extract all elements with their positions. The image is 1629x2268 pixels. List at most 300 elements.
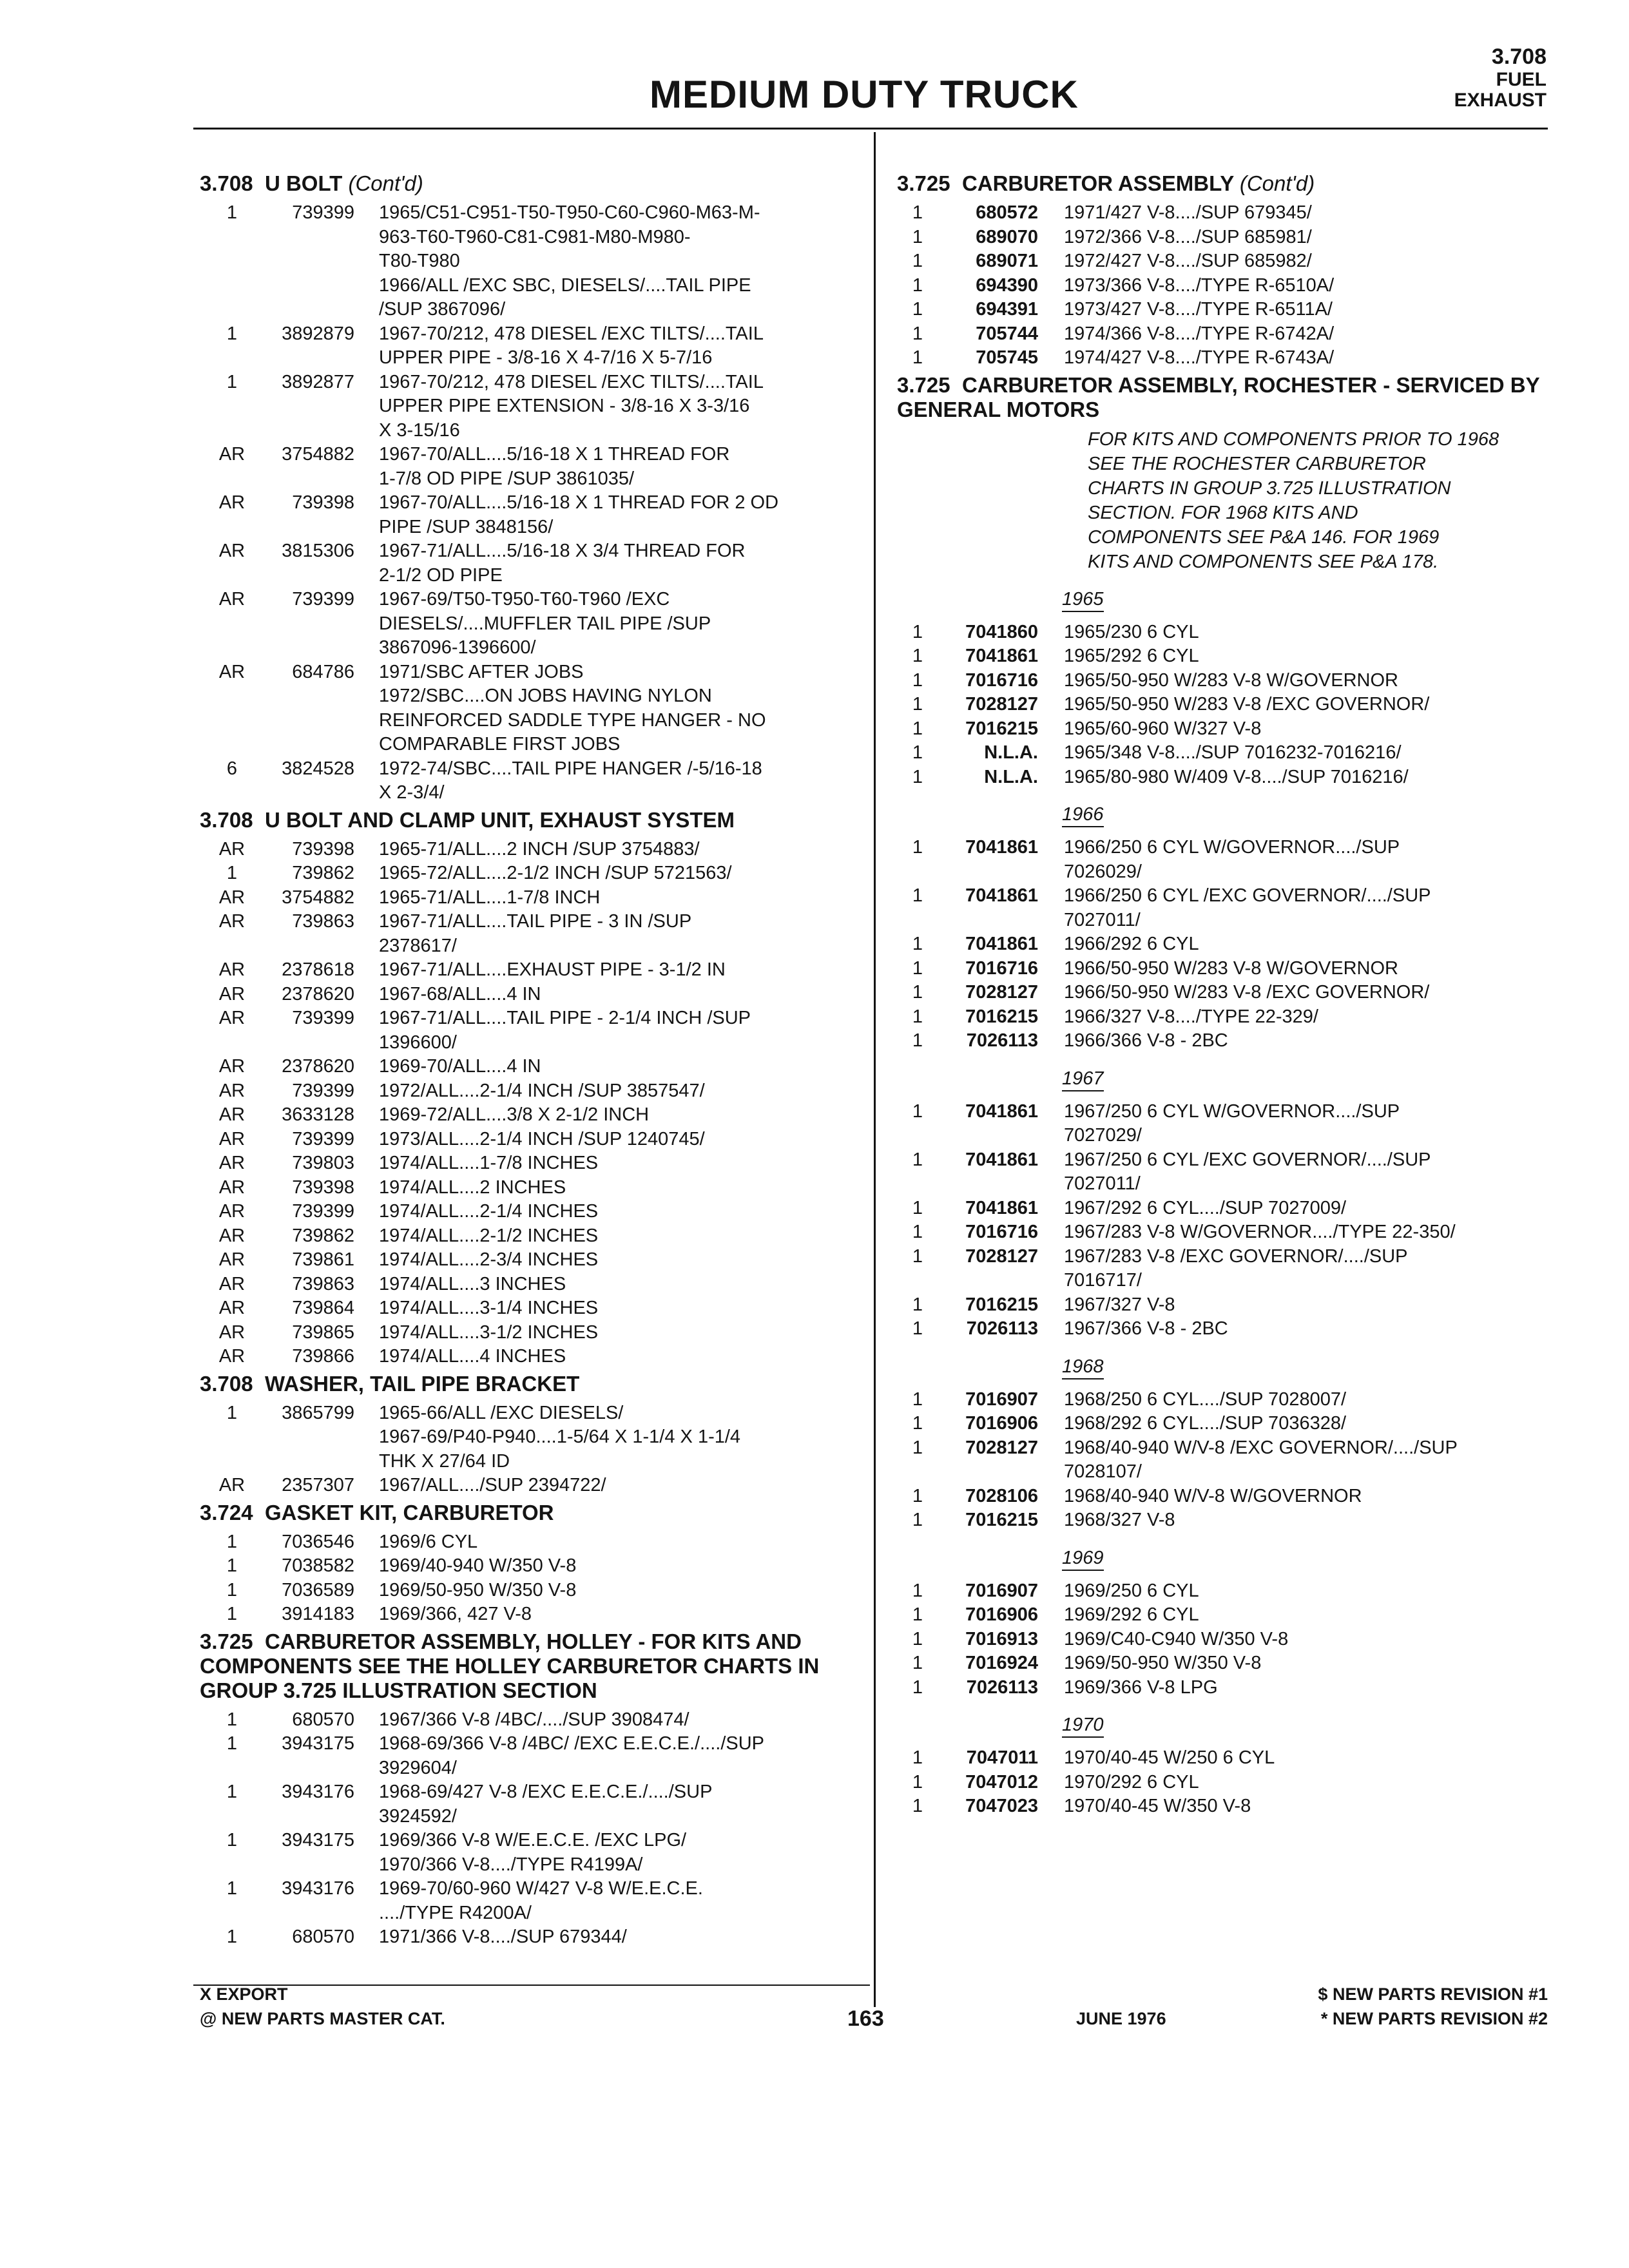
part-quantity: AR	[218, 1177, 246, 1198]
part-description: 1966/50-950 W/283 V-8 W/GOVERNOR	[1064, 957, 1398, 979]
part-description: 1973/ALL....2-1/4 INCH /SUP 1240745/	[379, 1128, 705, 1149]
part-number: 7041861	[965, 646, 1038, 666]
part-description: 1967-71/ALL....TAIL PIPE - 3 IN /SUP 2378617/	[379, 911, 692, 956]
part-quantity: AR	[218, 1104, 246, 1125]
part-quantity: 1	[912, 1318, 923, 1339]
part-quantity: 1	[226, 1878, 238, 1899]
section-code-block	[1454, 44, 1547, 111]
part-quantity: 1	[226, 1830, 238, 1850]
part-description: 1967/283 V-8 W/GOVERNOR..../TYPE 22-350/	[1064, 1222, 1456, 1242]
part-description: 1969/250 6 CYL	[1064, 1580, 1199, 1601]
part-description: 1965-71/ALL....2 INCH /SUP 3754883/	[379, 838, 700, 860]
part-row	[897, 1412, 1548, 1436]
part-number: 3943175	[282, 1830, 354, 1850]
part-row	[200, 757, 863, 805]
part-quantity: 1	[912, 1796, 923, 1816]
part-description: 1974/366 V-8..../TYPE R-6742A/	[1064, 323, 1335, 344]
part-row	[897, 1005, 1548, 1030]
footer-revision-1: $ NEW PARTS REVISION #1	[1318, 1984, 1548, 2004]
part-quantity: 1	[912, 766, 923, 787]
part-description: 1967-69/T50-T950-T60-T960 /EXC DIESELS/....MUFFLER TAIL PIPE /SUP 3867096-1396600/	[379, 589, 711, 658]
part-row	[200, 274, 863, 322]
section-title	[200, 1501, 863, 1525]
part-number: 739866	[292, 1346, 354, 1367]
part-quantity: 1	[912, 1245, 923, 1267]
part-quantity: 1	[912, 1100, 923, 1122]
part-description: 1970/40-45 W/350 V-8	[1064, 1796, 1251, 1816]
part-row	[897, 957, 1548, 981]
part-row	[200, 958, 863, 983]
part-number: 7041861	[965, 1197, 1038, 1218]
part-quantity: 1	[912, 885, 923, 906]
part-number: 705744	[976, 323, 1038, 344]
part-description: 1969/6 CYL	[379, 1531, 478, 1552]
part-row	[200, 1732, 863, 1780]
part-description: 1965/348 V-8..../SUP 7016232-7016216/	[1064, 742, 1402, 763]
part-number: 7041861	[965, 1149, 1038, 1170]
part-number: 7026113	[966, 1030, 1038, 1051]
part-row	[200, 443, 863, 491]
part-number: 739398	[292, 492, 354, 513]
part-quantity: 1	[912, 694, 923, 715]
part-quantity: 1	[226, 1402, 238, 1423]
part-number: 3824528	[282, 758, 354, 779]
part-number: 7041861	[965, 934, 1038, 954]
section-number: 3.725	[897, 372, 950, 397]
part-description: 1967-71/ALL....TAIL PIPE - 2-1/4 INCH /SUP 1396600/	[379, 1008, 751, 1053]
part-number: 7026113	[966, 1318, 1038, 1339]
part-row	[897, 1485, 1548, 1509]
column-divider	[874, 132, 876, 2007]
part-number: 7047012	[965, 1771, 1038, 1792]
part-row	[200, 660, 863, 685]
part-row	[200, 588, 863, 660]
part-number: 739863	[292, 1273, 354, 1294]
part-quantity: AR	[218, 1153, 246, 1173]
section-number: 3.708	[200, 171, 253, 195]
part-quantity: 1	[912, 251, 923, 271]
header-rule	[193, 128, 1548, 130]
part-number: 680570	[292, 1927, 354, 1947]
part-number: 3633128	[282, 1104, 354, 1125]
part-quantity: AR	[218, 444, 246, 465]
part-number: 7016913	[965, 1628, 1038, 1649]
part-description: 1967/250 6 CYL W/GOVERNOR..../SUP 7027029/	[1064, 1100, 1400, 1146]
part-quantity: 1	[912, 837, 923, 858]
part-number: 7016716	[965, 1222, 1038, 1242]
part-number: 3865799	[282, 1402, 354, 1423]
part-number: N.L.A.	[984, 766, 1038, 787]
part-row	[897, 717, 1548, 742]
part-quantity: 1	[912, 1222, 923, 1242]
part-quantity: AR	[218, 1273, 246, 1294]
footer-revision-2: * NEW PARTS REVISION #2	[1320, 2009, 1548, 2028]
section-number: 3.725	[200, 1629, 253, 1653]
section-title	[200, 1629, 863, 1703]
model-year: 1968	[1062, 1356, 1104, 1379]
part-description: 1966/250 6 CYL W/GOVERNOR..../SUP 7026029/	[1064, 837, 1400, 882]
part-description: 1967/292 6 CYL..../SUP 7027009/	[1064, 1197, 1347, 1218]
part-description: 1966/50-950 W/283 V-8 /EXC GOVERNOR/	[1064, 982, 1430, 1003]
right-column	[897, 169, 1548, 1819]
part-row	[200, 1401, 863, 1474]
part-quantity: 1	[226, 1604, 238, 1624]
part-row	[200, 886, 863, 910]
part-number: 7016716	[965, 957, 1038, 979]
part-row	[200, 370, 863, 443]
part-quantity: 1	[226, 1733, 238, 1754]
part-quantity: AR	[218, 983, 246, 1004]
part-row	[200, 1554, 863, 1579]
part-quantity: 1	[912, 1437, 923, 1458]
part-number: 3754882	[282, 444, 354, 465]
part-number: 7041860	[965, 621, 1038, 642]
part-quantity: AR	[218, 1249, 246, 1270]
part-description: 1974/ALL....3-1/4 INCHES	[379, 1298, 599, 1318]
part-row	[897, 1293, 1548, 1318]
part-number: 2357307	[282, 1475, 354, 1495]
part-row	[897, 1676, 1548, 1700]
part-description: 1969/366 V-8 W/E.E.C.E. /EXC LPG/ 1970/366 V-8..../TYPE R4199A/	[379, 1830, 687, 1875]
section-continued: (Cont'd)	[348, 171, 423, 195]
part-quantity: AR	[218, 492, 246, 513]
section-label: U BOLT	[264, 171, 343, 195]
part-description: 1965/50-950 W/283 V-8 W/GOVERNOR	[1064, 669, 1398, 691]
part-quantity: AR	[218, 959, 246, 980]
part-description: 1970/40-45 W/250 6 CYL	[1064, 1747, 1275, 1768]
part-quantity: AR	[218, 1080, 246, 1101]
part-quantity: AR	[218, 1225, 246, 1246]
footer-legend-right	[1318, 1982, 1548, 2031]
part-description: 1968/40-940 W/V-8 W/GOVERNOR	[1064, 1485, 1362, 1506]
part-quantity: 1	[912, 299, 923, 320]
part-number: 739399	[292, 1201, 354, 1222]
section-label: CARBURETOR ASSEMBLY, HOLLEY - FOR KITS AND COMPONENTS SEE THE HOLLEY CARBURETOR CHARTS IN GROUP 3.725 ILLUSTRATION SECTION	[200, 1629, 820, 1702]
part-quantity: 1	[226, 323, 238, 344]
part-description: 1965-71/ALL....1-7/8 INCH	[379, 887, 601, 908]
part-description: 1965-66/ALL /EXC DIESELS/ 1967-69/P40-P940....1-5/64 X 1-1/4 X 1-1/4 THK X 27/64 ID	[379, 1402, 741, 1472]
part-quantity: 1	[912, 1628, 923, 1649]
part-row	[897, 346, 1548, 370]
part-description: 1966/292 6 CYL	[1064, 934, 1199, 954]
part-row	[897, 836, 1548, 884]
part-row	[897, 1245, 1548, 1293]
part-row	[200, 861, 863, 886]
model-year: 1967	[1062, 1068, 1104, 1091]
part-row	[200, 491, 863, 539]
part-description: 1969/292 6 CYL	[1064, 1604, 1199, 1625]
part-row	[897, 644, 1548, 669]
part-quantity: 1	[912, 1006, 923, 1027]
part-number: 7016924	[965, 1653, 1038, 1673]
section-label: CARBURETOR ASSEMBLY	[961, 171, 1234, 195]
part-description: 1966/250 6 CYL /EXC GOVERNOR/..../SUP 7027011/	[1064, 885, 1431, 930]
part-description: 1967-68/ALL....4 IN	[379, 983, 541, 1004]
part-description: 1970/292 6 CYL	[1064, 1771, 1199, 1792]
part-description: 1974/ALL....1-7/8 INCHES	[379, 1153, 599, 1173]
part-quantity: 6	[226, 758, 238, 779]
part-row	[897, 201, 1548, 226]
part-quantity: 1	[912, 1197, 923, 1218]
part-row	[897, 884, 1548, 932]
part-description: 1969-70/ALL....4 IN	[379, 1056, 541, 1077]
part-description: 1969/40-940 W/350 V-8	[379, 1555, 577, 1576]
section-label: WASHER, TAIL PIPE BRACKET	[264, 1371, 580, 1396]
part-quantity: 1	[912, 226, 923, 247]
part-quantity: 1	[226, 1555, 238, 1576]
part-number: 7038582	[282, 1555, 354, 1576]
section-code: 3.708	[1491, 44, 1547, 69]
part-row	[200, 983, 863, 1007]
part-row	[200, 1829, 863, 1877]
part-description: 1966/327 V-8..../TYPE 22-329/	[1064, 1006, 1318, 1027]
part-description: 1967/366 V-8 - 2BC	[1064, 1318, 1228, 1339]
part-quantity: AR	[218, 1008, 246, 1028]
part-quantity: 1	[912, 1747, 923, 1768]
part-number: 7016907	[965, 1389, 1038, 1410]
part-row	[897, 1771, 1548, 1795]
footer-export: X EXPORT	[200, 1984, 288, 2004]
part-number: 705745	[976, 347, 1038, 368]
part-description: 1974/ALL....2-1/4 INCHES	[379, 1201, 599, 1222]
part-number: 3815306	[282, 541, 354, 561]
part-number: 3892879	[282, 323, 354, 344]
model-year-heading	[1062, 802, 1548, 827]
section-number: 3.724	[200, 1500, 253, 1524]
part-description: 1967-71/ALL....EXHAUST PIPE - 3-1/2 IN	[379, 959, 726, 980]
part-quantity: 1	[912, 1580, 923, 1601]
part-number: 739398	[292, 1177, 354, 1198]
part-quantity: 1	[912, 347, 923, 368]
part-row	[200, 1055, 863, 1079]
part-description: 1967/327 V-8	[1064, 1294, 1175, 1315]
part-row	[897, 274, 1548, 298]
part-quantity: 1	[912, 742, 923, 763]
part-quantity: 1	[912, 1485, 923, 1506]
part-row	[897, 226, 1548, 250]
part-number: 739865	[292, 1321, 354, 1343]
part-row	[200, 838, 863, 862]
part-number: 7016906	[965, 1413, 1038, 1434]
part-number: 739862	[292, 1225, 354, 1246]
part-row	[897, 765, 1548, 790]
model-year-heading	[1062, 1546, 1548, 1570]
part-row	[200, 1079, 863, 1104]
part-quantity: 1	[226, 202, 238, 223]
part-description: 1967-70/212, 478 DIESEL /EXC TILTS/....TAIL UPPER PIPE EXTENSION - 3/8-16 X 3-3/16 X 3-15/16	[379, 371, 764, 441]
part-row	[897, 1196, 1548, 1221]
part-number: 694391	[976, 299, 1038, 320]
section-number: 3.708	[200, 807, 253, 832]
part-quantity: AR	[218, 661, 246, 682]
part-description: 1969/366, 427 V-8	[379, 1604, 532, 1624]
part-quantity: AR	[218, 589, 246, 610]
part-row	[200, 1345, 863, 1369]
part-number: 739864	[292, 1298, 354, 1318]
part-number: 689071	[976, 251, 1038, 271]
part-description: 1967/283 V-8 /EXC GOVERNOR/..../SUP 7016717/	[1064, 1245, 1408, 1291]
part-row	[200, 1602, 863, 1627]
part-description: 1972-74/SBC....TAIL PIPE HANGER /-5/16-18 X 2-3/4/	[379, 758, 762, 803]
part-row	[200, 1176, 863, 1200]
part-row	[200, 1151, 863, 1176]
part-row	[200, 1321, 863, 1345]
part-number: 7041861	[965, 837, 1038, 858]
part-row	[200, 1708, 863, 1733]
part-description: 1969/C40-C940 W/350 V-8	[1064, 1628, 1289, 1649]
part-quantity: 1	[912, 1771, 923, 1792]
part-row	[200, 1579, 863, 1603]
part-description: 1969/50-950 W/350 V-8	[379, 1579, 577, 1600]
part-row	[897, 1317, 1548, 1341]
part-description: 1969-70/60-960 W/427 V-8 W/E.E.C.E. ..../TYPE R4200A/	[379, 1878, 703, 1923]
part-row	[897, 1579, 1548, 1604]
part-number: 7036546	[282, 1531, 354, 1552]
model-year: 1969	[1062, 1548, 1104, 1571]
part-description: 1965-72/ALL....2-1/2 INCH /SUP 5721563/	[379, 863, 732, 883]
part-description: 1965/60-960 W/327 V-8	[1064, 718, 1262, 739]
part-number: 7028127	[965, 1245, 1038, 1267]
part-description: 1967-71/ALL....5/16-18 X 3/4 THREAD FOR 2-1/2 OD PIPE	[379, 541, 746, 586]
part-number: 7026113	[966, 1677, 1038, 1698]
part-quantity: AR	[218, 1475, 246, 1495]
part-quantity: 1	[226, 1709, 238, 1730]
part-number: 7028106	[965, 1485, 1038, 1506]
part-number: 739863	[292, 911, 354, 932]
section-label: CARBURETOR ASSEMBLY, ROCHESTER - SERVICED BY GENERAL MOTORS	[897, 372, 1539, 421]
part-row	[897, 1651, 1548, 1676]
part-quantity: 1	[912, 202, 923, 223]
part-quantity: 1	[226, 1531, 238, 1552]
part-quantity: AR	[218, 1056, 246, 1077]
part-description: 1966/ALL /EXC SBC, DIESELS/....TAIL PIPE /SUP 3867096/	[379, 274, 751, 320]
part-row	[897, 1148, 1548, 1196]
part-number: 2378620	[282, 983, 354, 1004]
part-quantity: 1	[912, 934, 923, 954]
part-number: N.L.A.	[984, 742, 1038, 763]
part-row	[200, 1877, 863, 1925]
part-row	[897, 669, 1548, 693]
part-description: 1967/250 6 CYL /EXC GOVERNOR/..../SUP 7027011/	[1064, 1149, 1431, 1194]
section-title	[200, 171, 863, 196]
part-description: 1974/ALL....2-3/4 INCHES	[379, 1249, 599, 1270]
footer-master-cat: @ NEW PARTS MASTER CAT.	[200, 2009, 445, 2028]
part-number: 3754882	[282, 887, 354, 908]
part-row	[200, 910, 863, 958]
footer-legend-left	[200, 1982, 445, 2031]
part-quantity: AR	[218, 838, 246, 860]
part-number: 680570	[292, 1709, 354, 1730]
model-year-heading	[1062, 1066, 1548, 1091]
part-quantity: 1	[226, 371, 238, 392]
part-description: 1967-70/ALL....5/16-18 X 1 THREAD FOR 1-7/8 OD PIPE /SUP 3861035/	[379, 444, 730, 489]
model-year-heading	[1062, 587, 1548, 611]
part-number: 689070	[976, 226, 1038, 247]
part-row	[200, 1128, 863, 1152]
part-description: 1967-70/212, 478 DIESEL /EXC TILTS/....TAIL UPPER PIPE - 3/8-16 X 4-7/16 X 5-7/16	[379, 323, 764, 368]
part-row	[200, 1296, 863, 1321]
part-row	[897, 620, 1548, 645]
part-row	[200, 1224, 863, 1249]
part-description: 1971/427 V-8..../SUP 679345/	[1064, 202, 1312, 223]
part-description: 1968-69/366 V-8 /4BC/ /EXC E.E.C.E./..../SUP 3929604/	[379, 1733, 765, 1778]
part-quantity: 1	[912, 957, 923, 979]
part-number: 739398	[292, 838, 354, 860]
part-quantity: 1	[912, 646, 923, 666]
part-description: 1973/427 V-8..../TYPE R-6511A/	[1064, 299, 1333, 320]
part-number: 739399	[292, 589, 354, 610]
part-number: 7016907	[965, 1580, 1038, 1601]
part-description: 1974/ALL....4 INCHES	[379, 1346, 566, 1367]
part-row	[200, 1103, 863, 1128]
section-label: GASKET KIT, CARBURETOR	[264, 1500, 554, 1524]
part-description: 1969/366 V-8 LPG	[1064, 1677, 1218, 1698]
part-row	[897, 1220, 1548, 1245]
part-number: 739803	[292, 1153, 354, 1173]
part-quantity: 1	[912, 1653, 923, 1673]
part-number: 7016215	[965, 1006, 1038, 1027]
part-description: 1974/427 V-8..../TYPE R-6743A/	[1064, 347, 1335, 368]
part-number: 739399	[292, 1008, 354, 1028]
part-description: 1965/50-950 W/283 V-8 /EXC GOVERNOR/	[1064, 694, 1430, 715]
part-number: 7016215	[965, 1294, 1038, 1315]
page-title: MEDIUM DUTY TRUCK	[650, 73, 1079, 116]
part-quantity: 1	[912, 1677, 923, 1698]
part-number: 684786	[292, 661, 354, 682]
part-quantity: 1	[912, 274, 923, 296]
section-title	[200, 1372, 863, 1396]
part-description: 1969-72/ALL....3/8 X 2-1/2 INCH	[379, 1104, 650, 1125]
part-description: 1968/292 6 CYL..../SUP 7036328/	[1064, 1413, 1347, 1434]
part-number: 7016215	[965, 1510, 1038, 1530]
part-description: 1965/C51-C951-T50-T950-C60-C960-M63-M- 963-T60-T960-C81-C981-M80-M980- T80-T980	[379, 202, 760, 271]
part-description: 1968/327 V-8	[1064, 1510, 1175, 1530]
part-quantity: 1	[912, 1030, 923, 1051]
part-description: 1967/ALL..../SUP 2394722/	[379, 1475, 606, 1495]
part-number: 7016906	[965, 1604, 1038, 1625]
page-number: 163	[847, 2006, 884, 2031]
part-number: 2378618	[282, 959, 354, 980]
part-number: 739861	[292, 1249, 354, 1270]
part-row	[897, 1388, 1548, 1412]
model-year-heading	[1062, 1354, 1548, 1379]
part-quantity: 1	[912, 1294, 923, 1315]
part-description: 1965/80-980 W/409 V-8..../SUP 7016216/	[1064, 766, 1409, 787]
part-row	[897, 981, 1548, 1005]
part-number: 7028127	[965, 694, 1038, 715]
part-row	[897, 298, 1548, 322]
part-number: 694390	[976, 274, 1038, 296]
part-number: 7028127	[965, 982, 1038, 1003]
part-description: 1965/230 6 CYL	[1064, 621, 1199, 642]
part-row	[897, 1508, 1548, 1533]
part-description: 1974/ALL....2-1/2 INCHES	[379, 1225, 599, 1246]
part-row	[200, 1530, 863, 1555]
part-quantity: 1	[912, 1413, 923, 1434]
part-row	[897, 1628, 1548, 1652]
part-row	[897, 693, 1548, 717]
part-quantity: 1	[912, 1389, 923, 1410]
part-number: 680572	[976, 202, 1038, 223]
section-continued: (Cont'd)	[1239, 171, 1315, 195]
part-description: 1968/40-940 W/V-8 /EXC GOVERNOR/..../SUP 7028107/	[1064, 1437, 1458, 1482]
left-column	[200, 169, 863, 1950]
part-quantity: AR	[218, 1201, 246, 1222]
part-number: 7041861	[965, 885, 1038, 906]
part-quantity: 1	[226, 863, 238, 883]
model-year: 1970	[1062, 1715, 1104, 1738]
part-row	[897, 322, 1548, 347]
